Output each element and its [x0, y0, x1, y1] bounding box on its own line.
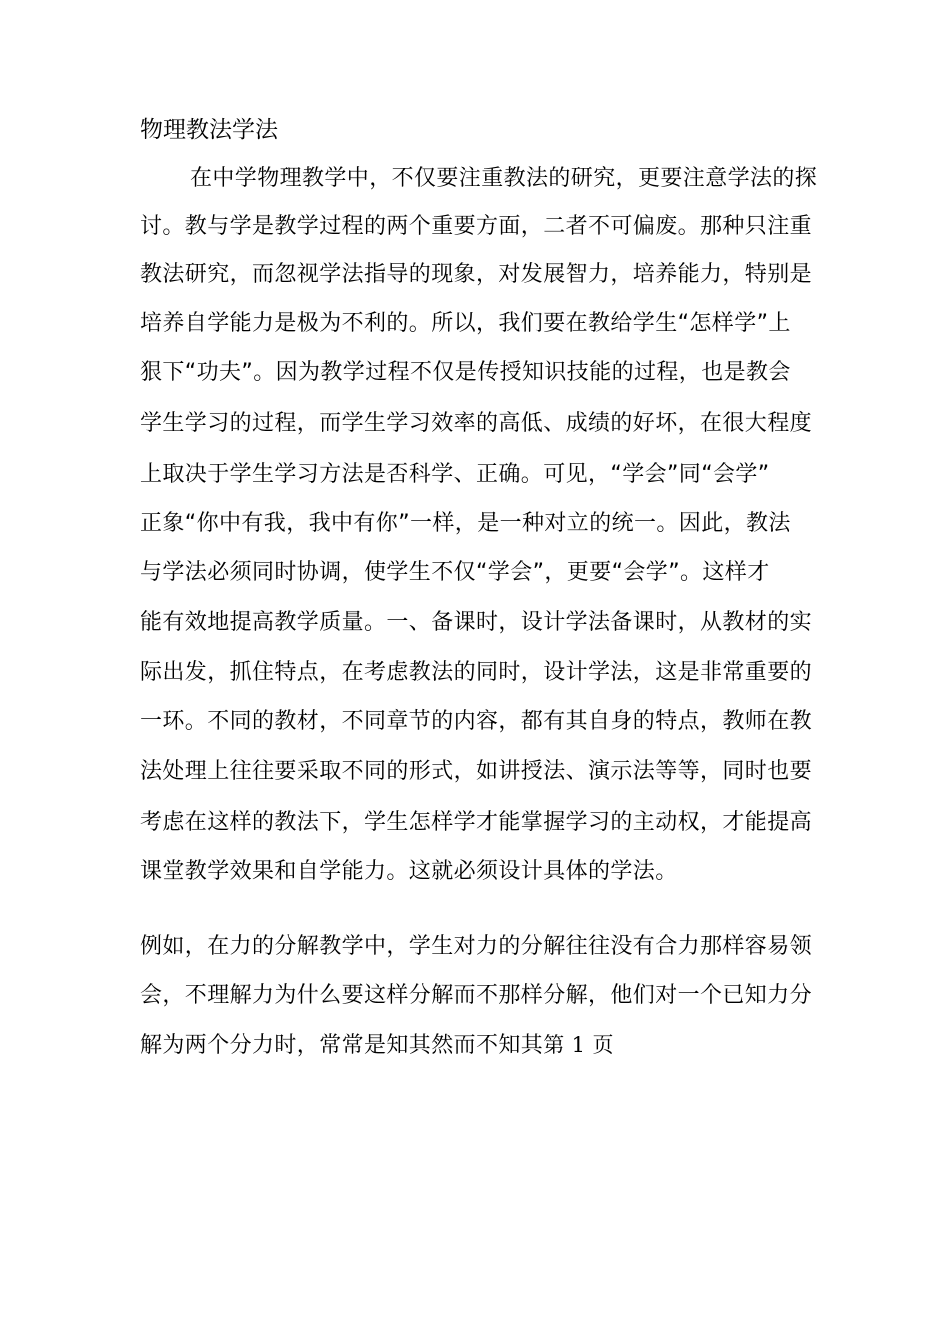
paragraph-1-line-7: 上取决于学生学习方法是否科学、正确。可见，“学会”同“会学” — [140, 462, 770, 487]
paragraph-2-line-3-text: 解为两个分力时，常常是知其然而不知其 — [140, 1033, 544, 1058]
paragraph-1-line-2: 讨。教与学是教学过程的两个重要方面，二者不可偏废。那种只注重 — [140, 214, 813, 239]
paragraph-1-line-14: 考虑在这样的教法下，学生怎样学才能掌握学习的主动权，才能提高 — [140, 810, 813, 835]
paragraph-1-line-13: 法处理上往往要采取不同的形式，如讲授法、演示法等等，同时也要 — [140, 759, 813, 784]
paragraph-2-line-3 — [140, 1030, 830, 1061]
paragraph-1-line-3: 教法研究，而忽视学法指导的现象，对发展智力，培养能力，特别是 — [140, 262, 813, 287]
paragraph-1-line-1: 在中学物理教学中，不仅要注重教法的研究，更要注意学法的探 — [190, 166, 818, 191]
paragraph-2-line-1: 例如，在力的分解教学中，学生对力的分解往往没有合力那样容易领 — [140, 934, 813, 959]
paragraph-2-line-2: 会，不理解力为什么要这样分解而不那样分解，他们对一个已知力分 — [140, 983, 813, 1008]
paragraph-1-line-5: 狠下“功夫”。因为教学过程不仅是传授知识技能的过程，也是教会 — [140, 360, 791, 385]
paragraph-1-line-4: 培养自学能力是极为不利的。所以，我们要在教给学生“怎样学”上 — [140, 311, 791, 336]
paragraph-1-line-9: 与学法必须同时协调，使学生不仅“学会”，更要“会学”。这样才 — [140, 560, 770, 585]
document-title: 物理教法学法 — [140, 117, 278, 143]
paragraph-1-line-6: 学生学习的过程，而学生学习效率的高低、成绩的好坏，在很大程度 — [140, 411, 813, 436]
page-number-label: 第 1 页 — [543, 1033, 614, 1057]
paragraph-1-line-10: 能有效地提高教学质量。一、备课时，设计学法备课时，从教材的实 — [140, 610, 813, 635]
paragraph-1-line-12: 一环。不同的教材，不同章节的内容，都有其自身的特点，教师在教 — [140, 709, 813, 734]
paragraph-1-line-15: 课堂教学效果和自学能力。这就必须设计具体的学法。 — [140, 859, 678, 884]
paragraph-1-line-8: 正象“你中有我，我中有你”一样，是一种对立的统一。因此，教法 — [140, 511, 791, 536]
paragraph-1-line-11: 际出发，抓住特点，在考虑教法的同时，设计学法，这是非常重要的 — [140, 660, 813, 685]
